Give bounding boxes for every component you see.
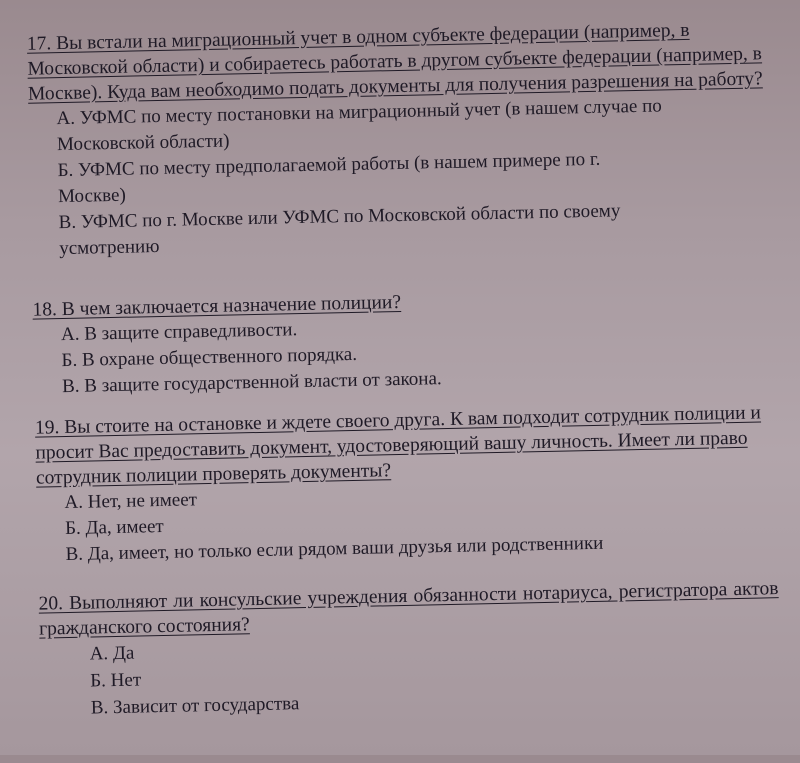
option-17-a: А. УФМС по месту постановки на миграционный учет (в нашем случае по Московской области) — [56, 95, 663, 156]
option-18-c: В. В защите государственной власти от закона. — [61, 368, 442, 398]
question-18 — [32, 282, 774, 400]
question-20-options — [39, 626, 781, 722]
question-18-text: 18. В чем заключается назначение полиции? — [32, 291, 402, 321]
question-20-text: 20. Выполняют ли консульские учреждения обязанности нотариуса, регистратора актов гражданского состояния? — [38, 578, 779, 640]
question-18-options — [33, 307, 774, 400]
question-19-text: 19. Вы стоите на остановке и ждете своего друга. К вам подходит сотрудник полиции и просит Вас предоставить документ, удостоверяющий вашу личность. Имеет ли право сотрудник полиции проверять документы? — [34, 402, 762, 489]
option-20-a: А. Да — [89, 642, 135, 665]
option-20-c: В. Зависит от государства — [90, 693, 300, 719]
question-19 — [35, 400, 778, 568]
question-20 — [38, 576, 781, 722]
option-17-c: В. УФМС по г. Москве или УФМС по Московской области по своему усмотрению — [58, 200, 621, 260]
question-17-options — [28, 93, 669, 262]
option-18-a: А. В защите справедливости. — [60, 319, 298, 346]
option-18-b: Б. В охране общественного порядка. — [61, 343, 358, 372]
question-17 — [27, 16, 772, 262]
option-19-b: Б. Да, имеет — [64, 515, 164, 540]
option-17-b: Б. УФМС по месту предполагаемой работы (в нашем примере по г. Москве) — [57, 148, 601, 208]
option-20-b: Б. Нет — [90, 669, 142, 692]
option-19-c: В. Да, имеет, но только если рядом ваши друзья или родственники — [65, 532, 604, 566]
question-19-options — [36, 475, 777, 568]
question-17-text: 17. Вы встали на миграционный учет в одном субъекте федерации (например, в Московской области) и собираетесь работать в другом субъекте федерации (например, в Москве). Куда вам необходимо подать документы для получения разрешения на работу? — [26, 19, 763, 105]
option-19-a: А. Нет, не имеет — [64, 489, 198, 514]
